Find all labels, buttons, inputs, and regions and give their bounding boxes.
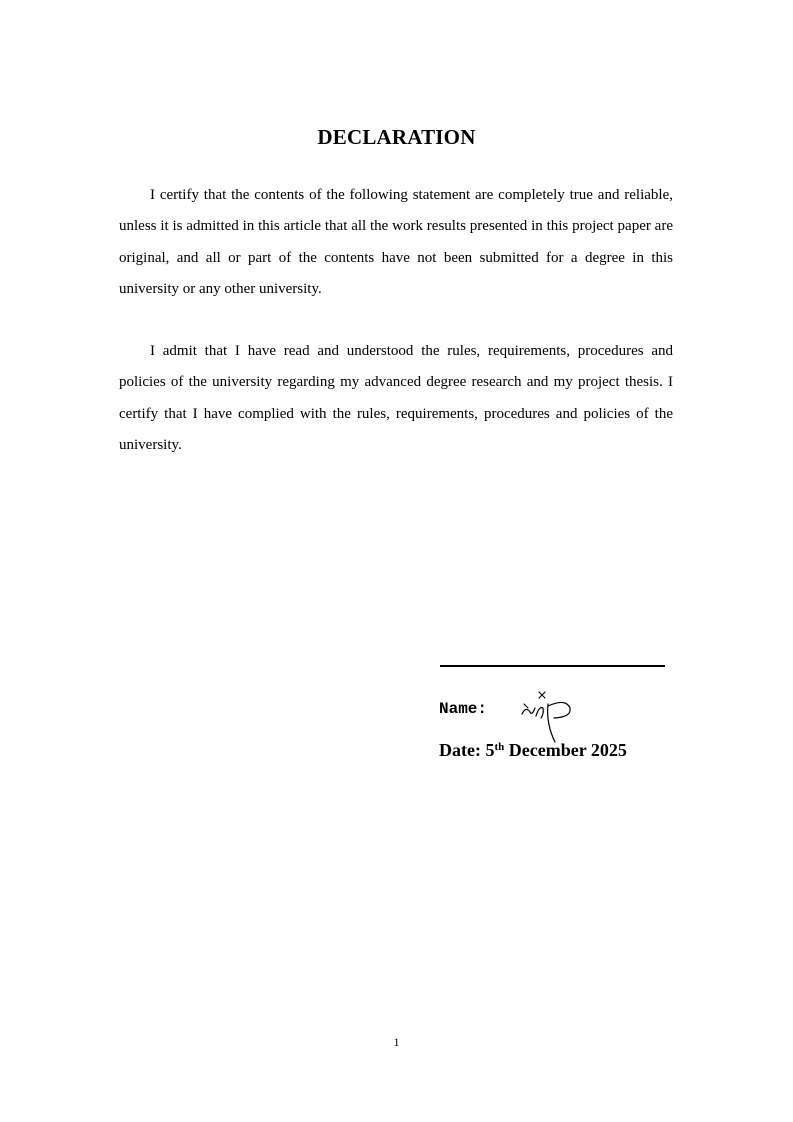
- date-ordinal-suffix: th: [494, 741, 505, 753]
- declaration-paragraph-2: I admit that I have read and understood the rules, requirements, procedures and policies of the university regarding my advanced degree research and my project thesis. I certify that I have complied with the rules, requirements, procedures and policies of the university.: [119, 343, 673, 453]
- page-title: DECLARATION: [317, 125, 476, 149]
- handwritten-signature: [518, 684, 578, 744]
- signature-line: [440, 665, 665, 667]
- page-number: 1: [393, 1035, 400, 1049]
- date-rest: December 2025: [504, 740, 627, 760]
- declaration-paragraph-1: I certify that the contents of the following statement are completely true and reliable, unless it is admitted in this article that all the work results presented in this project paper are original, and all or part of the contents have not been submitted for a degree in this university or any other university.: [119, 187, 673, 297]
- date-label: Date: 5: [439, 740, 495, 760]
- date-line: [439, 740, 627, 761]
- name-label: Name:: [439, 700, 488, 718]
